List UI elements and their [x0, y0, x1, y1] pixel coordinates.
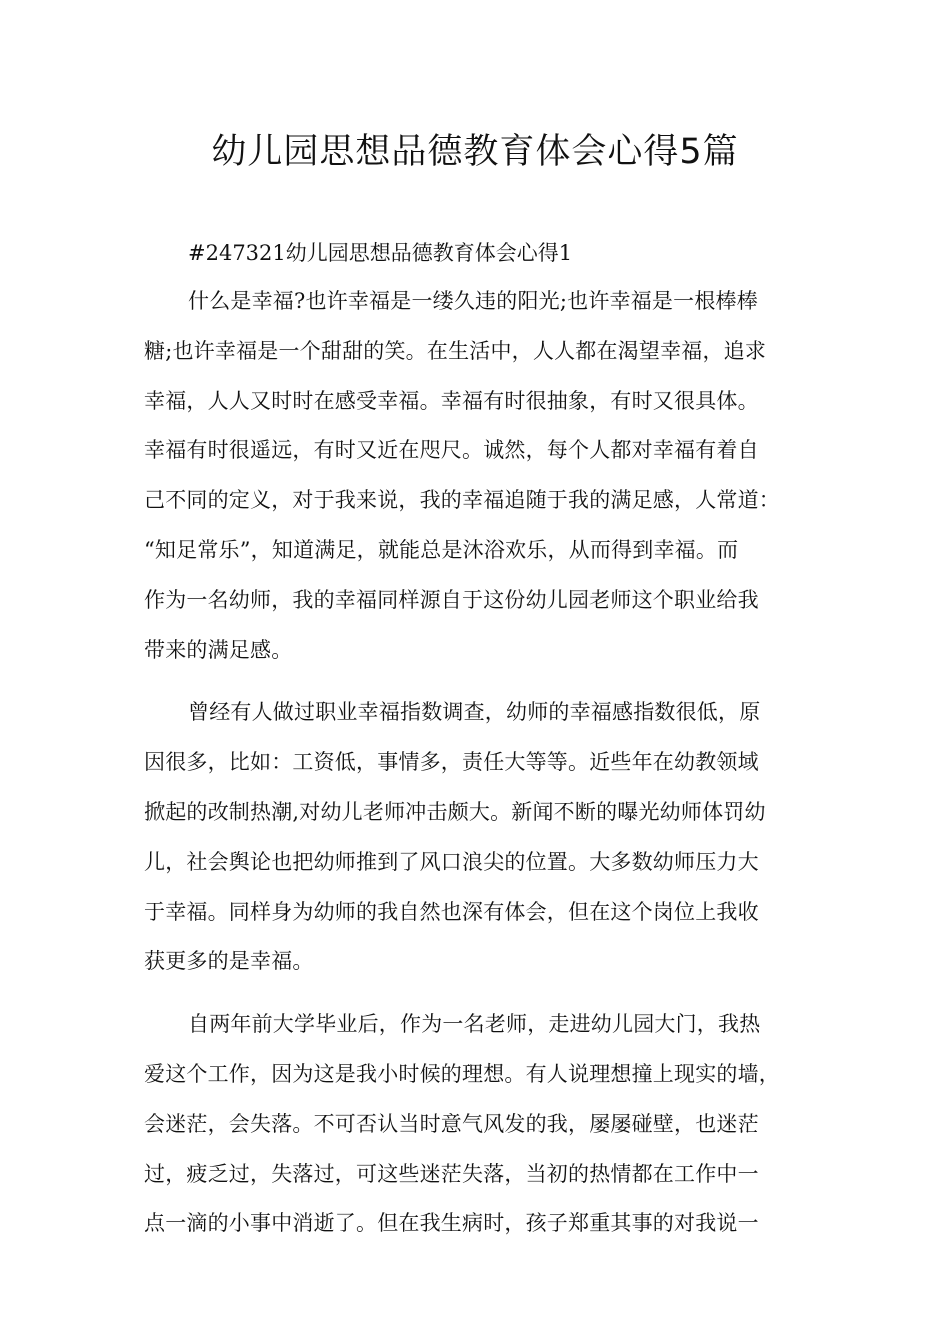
text-line: 糖;也许幸福是一个甜甜的笑。在生活中，人人都在渴望幸福，追求 [144, 338, 767, 363]
paragraph-2 [144, 688, 824, 987]
text-line: 曾经有人做过职业幸福指数调查，幼师的幸福感指数很低，原 [188, 700, 761, 725]
text-line: 带来的满足感。 [144, 637, 293, 662]
text-line: 幸福有时很遥远，有时又近在咫尺。诚然，每个人都对幸福有着自 [144, 438, 759, 463]
text-line: 幸福，人人又时时在感受幸福。幸福有时很抽象，有时又很具体。 [144, 388, 759, 413]
text-line: 过，疲乏过，失落过，可这些迷茫失落，当初的热情都在工作中一 [144, 1161, 759, 1186]
paragraph-1 [144, 277, 824, 675]
text-line: 获更多的是幸福。 [144, 949, 314, 974]
paragraph-3 [144, 1000, 824, 1249]
text-line: 会迷茫，会失落。不可否认当时意气风发的我，屡屡碰壁，也迷茫 [144, 1111, 759, 1136]
text-line: 什么是幸福?也许幸福是一缕久违的阳光;也许幸福是一根棒棒 [188, 289, 758, 313]
text-line: 己不同的定义，对于我来说，我的幸福追随于我的满足感，人常道： [144, 488, 780, 513]
text-line: 掀起的改制热潮,对幼儿老师冲击颇大。新闻不断的曝光幼师体罚幼 [144, 799, 766, 824]
document-body [144, 229, 824, 1249]
text-line: 儿，社会舆论也把幼师推到了风口浪尖的位置。大多数幼师压力大 [144, 849, 759, 874]
paragraph-spacer [144, 675, 824, 688]
text-line: 自两年前大学毕业后，作为一名老师，走进幼儿园大门，我热 [188, 1012, 761, 1037]
text-line: 因很多，比如：工资低，事情多，责任大等等。近些年在幼教领域 [144, 750, 759, 775]
paragraph-spacer [144, 987, 824, 1000]
text-line: “知足常乐”，知道满足，就能总是沐浴欢乐，从而得到幸福。而 [144, 537, 739, 562]
text-line: 点一滴的小事中消逝了。但在我生病时，孩子郑重其事的对我说一 [144, 1211, 759, 1236]
text-line: 于幸福。同样身为幼师的我自然也深有体会，但在这个岗位上我收 [144, 899, 759, 924]
document-title: 幼儿园思想品德教育体会心得5篇 [211, 132, 739, 172]
text-line: 作为一名幼师，我的幸福同样源自于这份幼儿园老师这个职业给我 [144, 587, 759, 612]
text-line: 爱这个工作，因为这是我小时候的理想。有人说理想撞上现实的墙， [144, 1061, 780, 1086]
section-subheading: #247321幼儿园思想品德教育体会心得1 [188, 241, 573, 265]
